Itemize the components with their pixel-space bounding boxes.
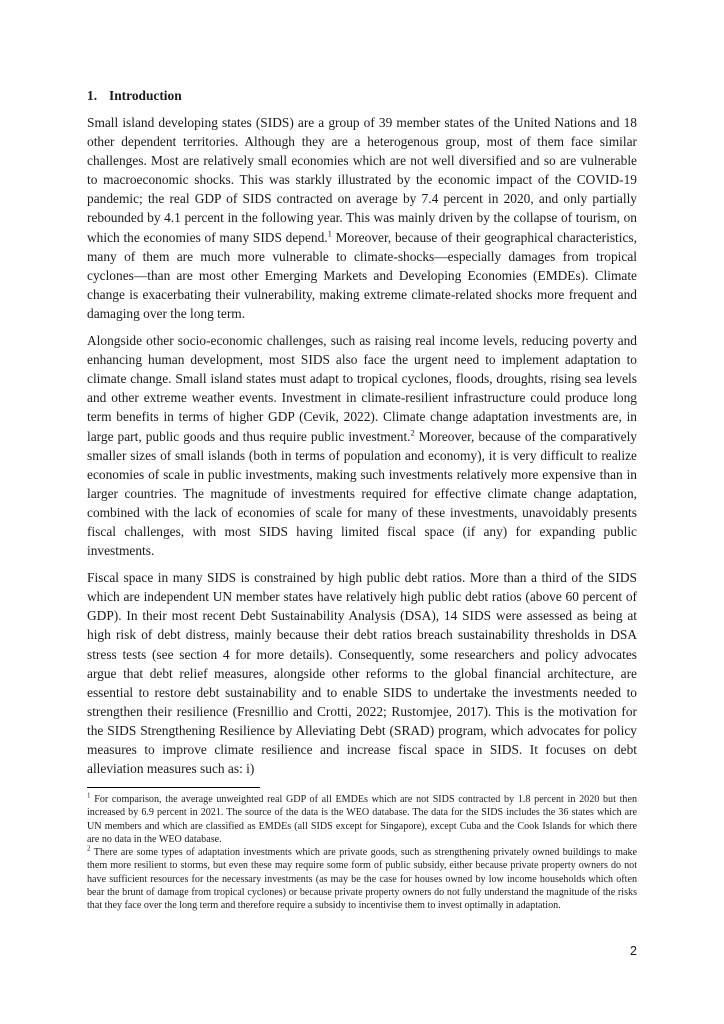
footnote-text: There are some types of adaptation investments which are private goods, such as strengthening privately owned buildings to make them more resilient to storms, but even these may require some form of public subsidy, either because private property owners do not have sufficient resources for the necessary investments (as may be the case for houses owned by low income households which often bear the brunt of damage from tropical cyclones) or because private property owners do not fully understand the magnitude of the risks that they face over the long term and therefore require a subsidy to incentivise them to invest optimally in adaptation. (87, 847, 637, 912)
footnote-marker: 2 (87, 844, 91, 853)
footnote-1 (87, 793, 637, 846)
paragraph-1 (87, 113, 637, 323)
main-text (87, 86, 637, 786)
footnotes (87, 793, 637, 913)
footnote-marker: 1 (87, 791, 91, 800)
footnote-ref[interactable]: 2 (410, 427, 415, 438)
footnote-divider (87, 787, 260, 788)
section-number: 1. (87, 88, 98, 103)
footnote-2 (87, 846, 637, 912)
paragraph-text: Small island developing states (SIDS) are a group of 39 member states of the United Nations and 18 other dependent territories. Although they are a heterogenous group, most of them face similar challenges. Most are relatively small economies which are not well diversified and so are vulnerable to macroeconomic shocks. This was starkly illustrated by the economic impact of the COVID-19 pandemic; the real GDP of SIDS contracted on average by 7.4 percent in 2020, and only partially rebounded by 4.1 percent in the following year. This was mainly driven by the collapse of tourism, on which the economies of many SIDS depend. (87, 115, 637, 245)
paragraph-text: Fiscal space in many SIDS is constrained by high public debt ratios. More than a third of the SIDS which are independent UN member states have relatively high public debt ratios (above 60 percent of GDP). In their most recent Debt Sustainability Analysis (DSA), 14 SIDS were assessed as being at high risk of debt distress, mainly because their debt ratios breach sustainability thresholds in DSA stress tests (see section 4 for more details). Consequently, some researchers and policy advocates argue that debt relief measures, alongside other reforms to the global financial architecture, are essential to restore debt sustainability and to enable SIDS to undertake the investments needed to strengthen their resilience (Fresnillio and Crotti, 2022; Rustomjee, 2017). This is the motivation for the SIDS Strengthening Resilience by Alleviating Debt (SRAD) program, which advocates for policy measures to improve climate resilience and increase fiscal space in SIDS. It focuses on debt alleviation measures such as: i) (87, 570, 637, 777)
page-number: 2 (630, 944, 637, 958)
section-heading (87, 86, 637, 105)
footnote-ref[interactable]: 1 (327, 228, 332, 239)
paragraph-text: Moreover, because of the comparatively smaller sizes of small islands (both in terms of population and economy), it is very difficult to realize economies of scale in public investments, making such investments relatively more expensive than in larger countries. The magnitude of investments required for effective climate change adaptation, combined with the lack of economies of scale for many of these investments, unavoidably presents fiscal challenges, with most SIDS having limited fiscal space (if any) for expanding public investments. (87, 428, 637, 559)
paragraph-text: Moreover, because of their geographical characteristics, many of them are much more vulnerable to climate-shocks—especially damages from tropical cyclones—than are most other Emerging Markets and Developing Economies (EMDEs). Climate change is exacerbating their vulnerability, making extreme climate-related shocks more frequent and damaging over the long term. (87, 229, 637, 321)
section-title: Introduction (109, 88, 182, 103)
footnote-text: For comparison, the average unweighted real GDP of all EMDEs which are not SIDS contracted by 1.8 percent in 2020 but then increased by 6.9 percent in 2021. The source of the data is the WEO database. The data for the SIDS includes the 36 states which are UN members and which are classified as EMDEs (all SIDS except for Singapore), except Cuba and the Cook Islands for which there are no data in the WEO database. (87, 794, 637, 845)
paragraph-3 (87, 568, 637, 778)
paragraph-text: Alongside other socio-economic challenges, such as raising real income levels, reducing poverty and enhancing human development, most SIDS also face the urgent need to implement adaptation to climate change. Small island states must adapt to tropical cyclones, floods, droughts, rising sea levels and other extreme weather events. Investment in climate-resilient infrastructure could produce long term benefits in terms of higher GDP (Cevik, 2022). Climate change adaptation investments are, in large part, public goods and thus require public investment. (87, 333, 637, 444)
paragraph-2 (87, 331, 637, 560)
